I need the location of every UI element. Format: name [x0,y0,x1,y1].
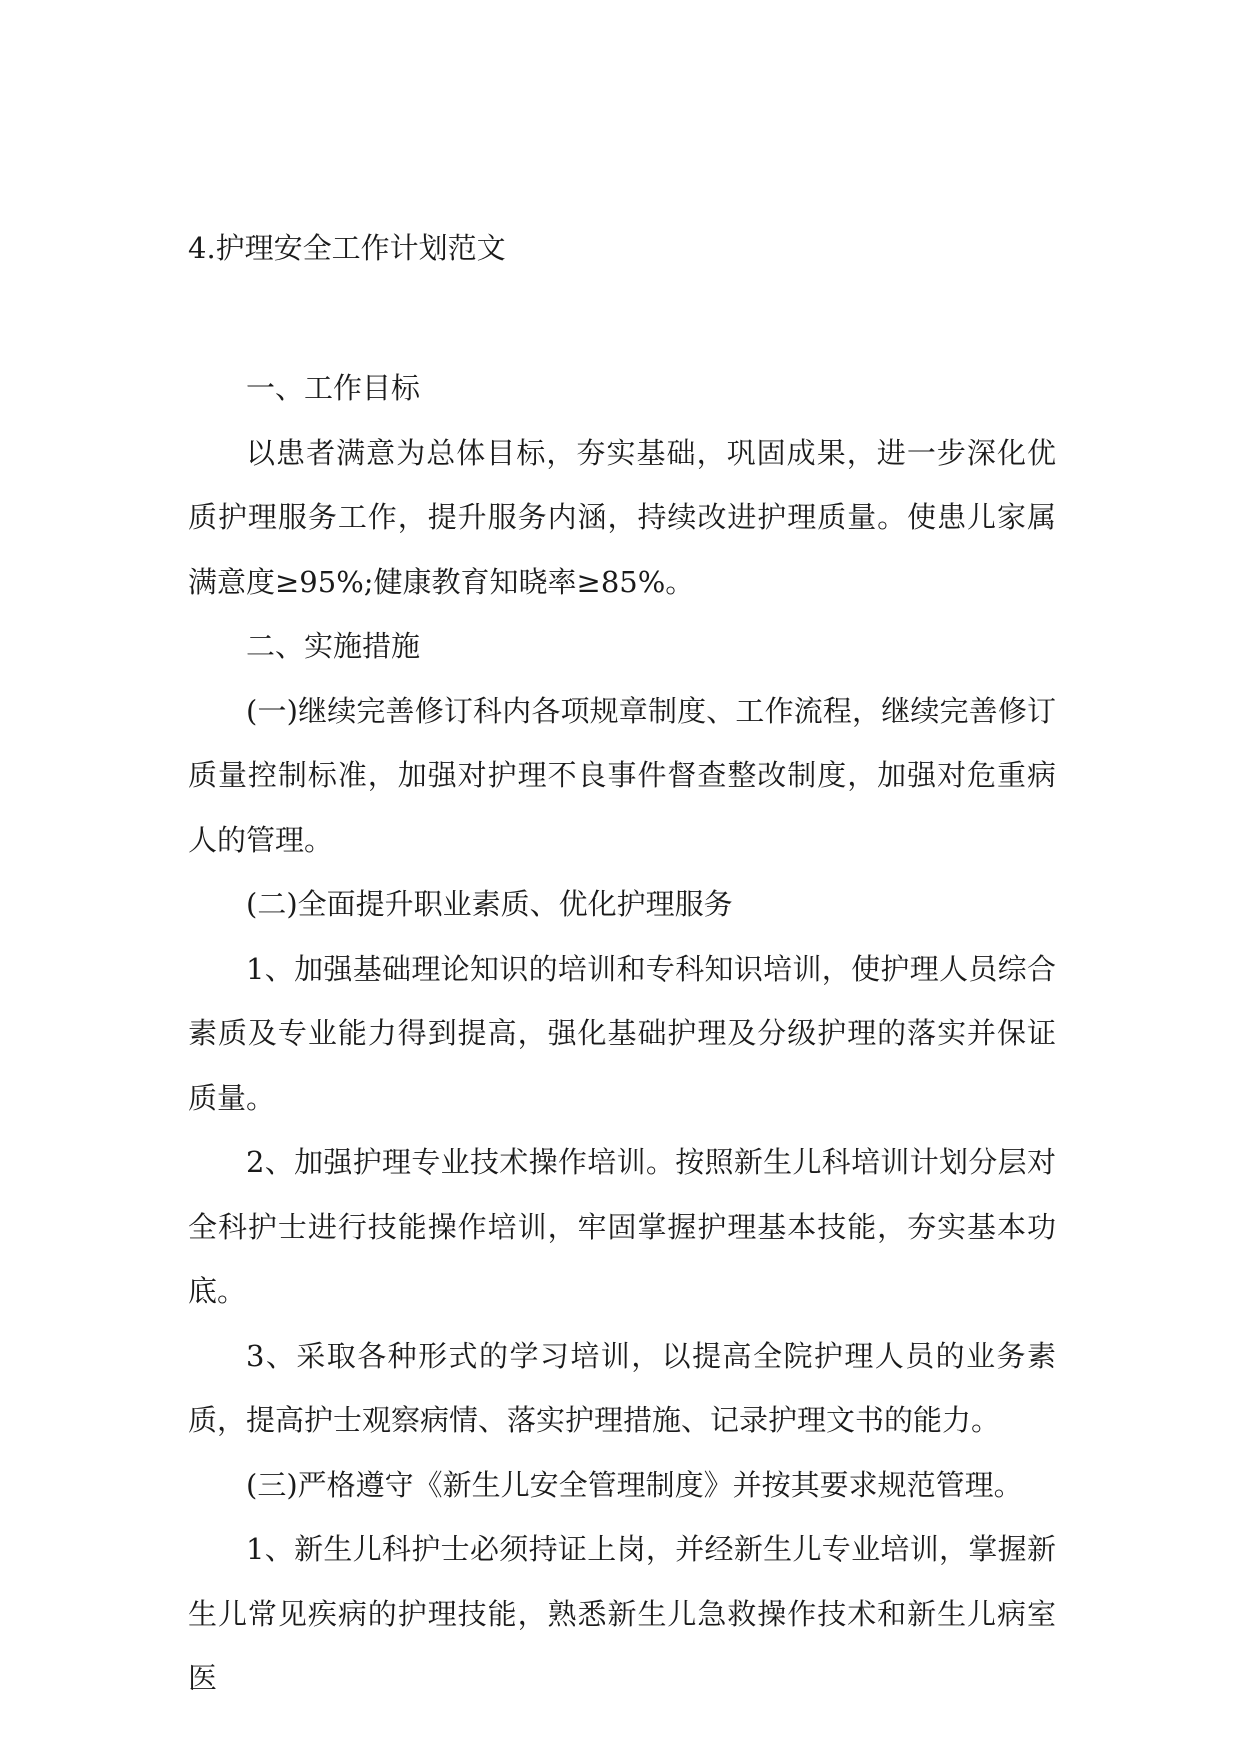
subheading-measure-2: (二)全面提升职业素质、优化护理服务 [246,887,733,921]
list-item-2-1: 1、加强基础理论知识的培训和专科知识培训，使护理人员综合素质及专业能力得到提高，强化基础护理及分级护理的落实并保证质量。 [188,951,1056,1115]
document-title: 4.护理安全工作计划范文 [188,231,506,265]
paragraph-measure-1: (一)继续完善修订科内各项规章制度、工作流程，继续完善修订质量控制标准，加强对护理不良事件督查整改制度，加强对危重病人的管理。 [188,693,1056,857]
list-item-2-2: 2、加强护理专业技术操作培训。按照新生儿科培训计划分层对全科护士进行技能操作培训，牢固掌握护理基本技能，夯实基本功底。 [188,1145,1056,1308]
section-heading-goals: 一、工作目标 [246,371,421,405]
document-body [188,356,1056,1711]
list-item-2-3: 3、采取各种形式的学习培训，以提高全院护理人员的业务素质，提高护士观察病情、落实护理措施、记录护理文书的能力。 [188,1338,1056,1437]
subheading-measure-3: (三)严格遵守《新生儿安全管理制度》并按其要求规范管理。 [246,1467,1023,1502]
section-heading-measures: 二、实施措施 [246,629,421,663]
list-item-3-1: 1、新生儿科护士必须持证上岗，并经新生儿专业培训，掌握新生儿常见疾病的护理技能，熟悉新生儿急救操作技术和新生儿病室医 [188,1532,1056,1695]
paragraph-goals: 以患者满意为总体目标，夯实基础，巩固成果，进一步深化优质护理服务工作，提升服务内涵，持续改进护理质量。使患儿家属满意度≥95%;健康教育知晓率≥85%。 [188,435,1056,599]
